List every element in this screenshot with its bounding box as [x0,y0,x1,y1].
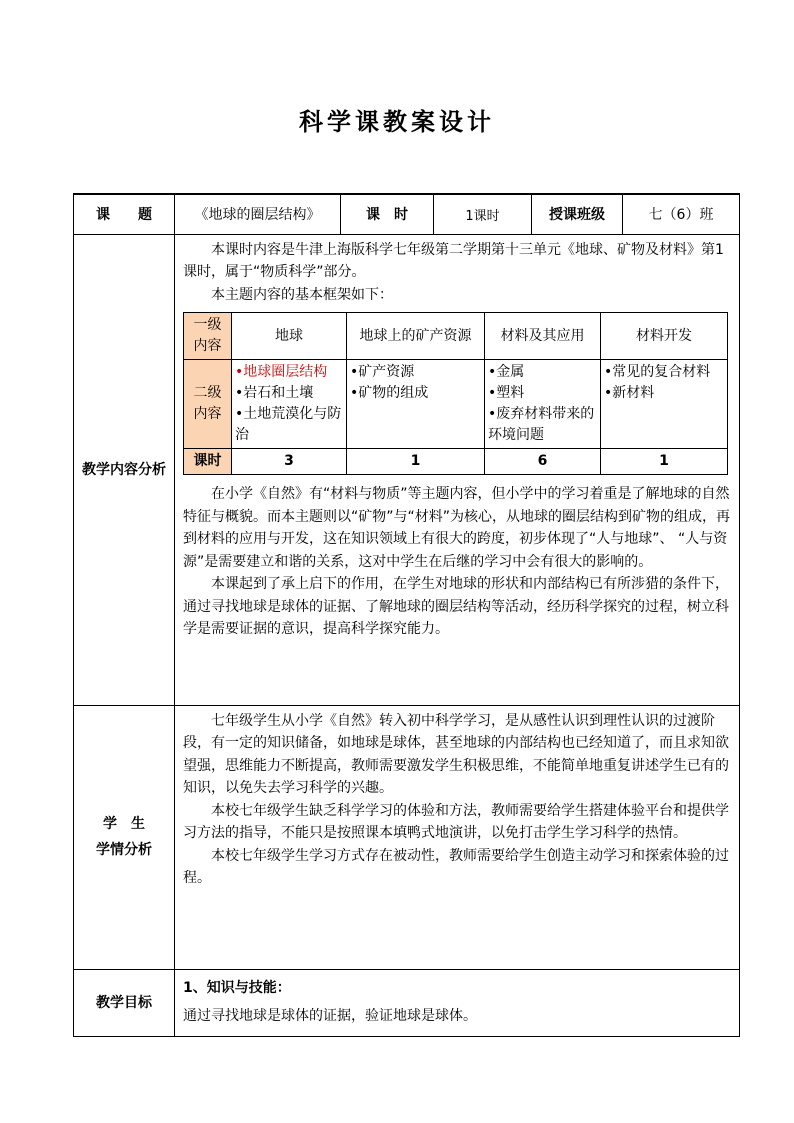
analysis-paragraph-2: 本课起到了承上启下的作用，在学生对地球的形状和内部结构已有所涉猎的条件下，通过寻找地球是球体的证据、了解地球的圈层结构等活动，经历科学探究的过程，树立科学是需要证据的意识，提高科学探究能力。 [183,576,729,637]
level1-item: 地球上的矿产资源 [347,313,485,360]
level2-cell [232,360,347,449]
level2-item: •矿产资源 [350,364,415,380]
level2-item: •矿物的组成 [350,385,429,401]
student-analysis-label [74,705,175,969]
content-analysis-row [74,234,740,705]
framework-level1-row [184,313,728,360]
hours-value: 1 [601,449,728,475]
level2-cell [485,360,601,449]
intro-paragraph-2: 本主题内容的基本框架如下： [211,286,393,303]
header-row [74,194,740,234]
analysis-paragraph-1: 在小学《自然》有“材料与物质”等主题内容，但小学中的学习着重是了解地球的自然特征与概貌。而本主题则以“矿物”与“材料”为核心，从地球的圈层结构到矿物的组成，再到材料的应用与开发，这在知识领域上有很大的跨度，初步体现了“人与地球”、 “人与资源”是需要建立和谐的关系，这对中学生在后继的学习中会有很大的影响的。 [183,486,731,570]
framework-table [183,312,728,475]
period-label: 课 时 [341,194,434,234]
class-value: 七（6）班 [623,194,740,234]
level1-item: 材料及其应用 [485,313,601,360]
content-analysis-label: 教学内容分析 [74,234,175,705]
level2-item: •常见的复合材料 [604,364,711,380]
student-paragraph-3: 本校七年级学生学习方式存在被动性，教师需要给学生创造主动学习和探索体验的过程。 [183,847,729,886]
level2-item: •岩石和土壤 [235,385,314,401]
student-analysis-cell [175,705,740,969]
level1-label: 一级内容 [184,313,232,360]
goals-row [74,969,740,1036]
level2-cell [601,360,728,449]
lesson-plan-table [73,193,740,1037]
level1-item: 材料开发 [601,313,728,360]
level2-item: •废弃材料带来的环境问题 [488,406,595,443]
level2-cell [347,360,485,449]
student-label-line1: 学 生 [103,816,145,832]
level2-item: •地球圈层结构 [235,364,328,380]
intro-paragraph-1: 本课时内容是牛津上海版科学七年级第二学期第十三单元《地球、矿物及材料》第1课时，属于“物质科学”部分。 [183,241,724,280]
framework-hours-row [184,449,728,475]
level2-item: •新材料 [604,385,655,401]
student-analysis-row [74,705,740,969]
goals-text: 通过寻找地球是球体的证据，验证地球是球体。 [183,1007,477,1024]
content-analysis-cell [175,234,740,705]
level1-item: 地球 [232,313,347,360]
student-label-line2: 学情分析 [96,842,152,858]
student-paragraph-2: 本校七年级学生缺乏科学学习的体验和方法，教师需要给学生搭建体验平台和提供学习方法的指导，不能只是按照课本填鸭式地演讲，以免打击学生学习科学的热情。 [183,802,729,841]
topic-value: 《地球的圈层结构》 [175,194,341,234]
level2-item: •金属 [488,364,525,380]
goals-cell [175,969,740,1036]
hours-value: 3 [232,449,347,475]
page-title: 科学课教案设计 [299,107,495,136]
level2-item: •土地荒漠化与防治 [235,406,342,443]
period-value: 1课时 [434,194,532,234]
topic-label: 课 题 [74,194,175,234]
class-label: 授课班级 [532,194,623,234]
hours-label: 课时 [184,449,232,475]
goals-heading: 1、知识与技能： [183,979,291,996]
hours-value: 6 [485,449,601,475]
goals-label: 教学目标 [74,969,175,1036]
hours-value: 1 [347,449,485,475]
framework-level2-row [184,360,728,449]
level2-label: 二级内容 [184,360,232,449]
level2-item: •塑料 [488,385,525,401]
student-paragraph-1: 七年级学生从小学《自然》转入初中科学学习，是从感性认识到理性认识的过渡阶段，有一定的知识储备，如地球是球体，甚至地球的内部结构也已经知道了，而且求知欲望强，思维能力不断提高，教师需要激发学生积极思维，不能简单地重复讲述学生已有的知识，以免失去学习科学的兴趣。 [183,712,729,796]
